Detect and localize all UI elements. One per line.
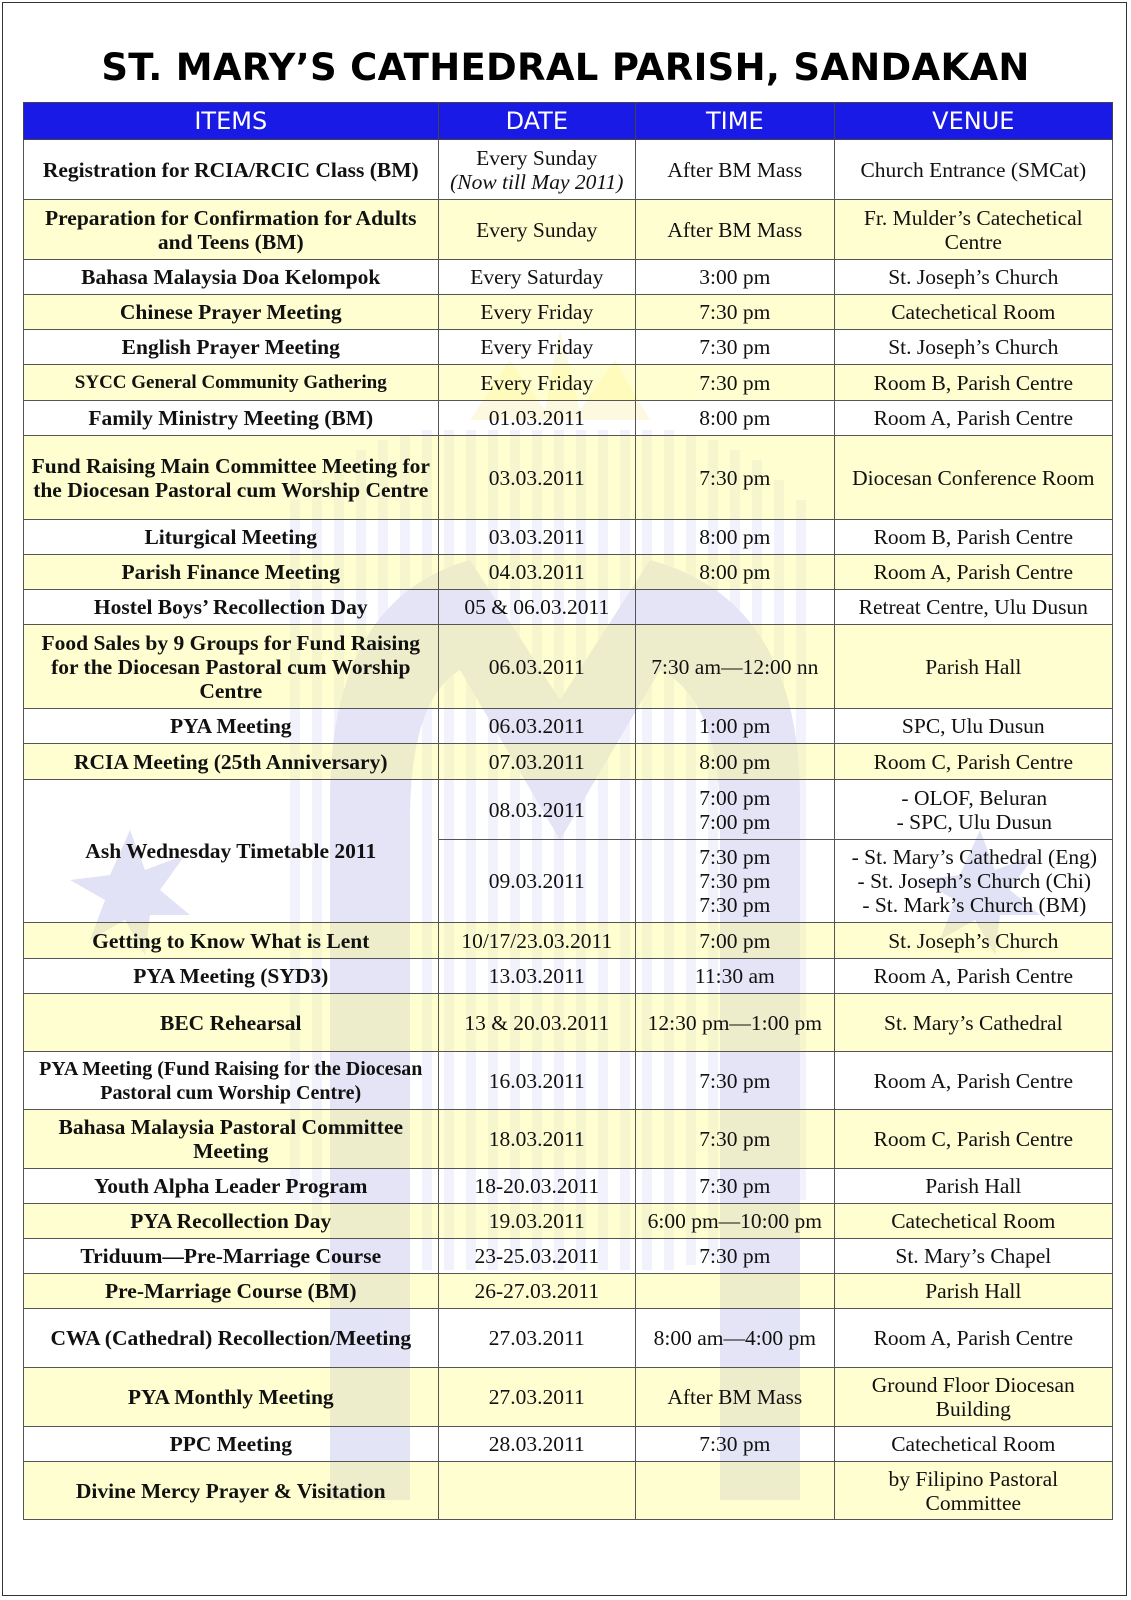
item-cell: Bahasa Malaysia Pastoral Committee Meeting [24,1110,439,1169]
venue-cell: Fr. Mulder’s Catechetical Centre [834,200,1112,260]
table-row [24,709,1113,744]
time-cell [636,1462,835,1520]
table-row [24,1052,1113,1110]
table-row [24,520,1113,555]
time-cell: 8:00 am—4:00 pm [636,1309,835,1368]
venue-cell: Room A, Parish Centre [834,1309,1112,1368]
venue-cell: St. Joseph’s Church [834,260,1112,295]
item-cell: Food Sales by 9 Groups for Fund Raising for the Diocesan Pastoral cum Worship Centre [24,625,439,709]
table-row [24,401,1113,436]
venue-cell: Room A, Parish Centre [834,401,1112,436]
time-text: 7:30 pm [699,893,771,917]
table-row [24,436,1113,520]
date-cell: Every Sunday [438,200,636,260]
venue-cell: Room A, Parish Centre [834,555,1112,590]
item-cell: Hostel Boys’ Recollection Day [24,590,439,625]
item-cell: Triduum—Pre-Marriage Course [24,1239,439,1274]
item-cell: PYA Meeting [24,709,439,744]
venue-cell: St. Joseph’s Church [834,923,1112,959]
time-cell: 7:30 pm [636,1169,835,1204]
item-cell: PYA Monthly Meeting [24,1368,439,1427]
time-cell: 11:30 am [636,959,835,994]
item-cell: English Prayer Meeting [24,330,439,365]
venue-text: - St. Mark’s Church (BM) [862,893,1087,917]
table-row [24,140,1113,200]
venue-cell: Retreat Centre, Ulu Dusun [834,590,1112,625]
date-cell: 13 & 20.03.2011 [438,994,636,1052]
time-cell: 8:00 pm [636,520,835,555]
venue-cell: St. Joseph’s Church [834,330,1112,365]
item-cell: Preparation for Confirmation for Adults and Teens (BM) [24,200,439,260]
date-cell [438,140,636,200]
time-cell: 7:30 pm [636,436,835,520]
venue-cell: Catechetical Room [834,1204,1112,1239]
item-cell: Youth Alpha Leader Program [24,1169,439,1204]
table-row [24,994,1113,1052]
time-cell: 3:00 pm [636,260,835,295]
date-cell: 23-25.03.2011 [438,1239,636,1274]
venue-cell: Ground Floor Diocesan Building [834,1368,1112,1427]
venue-cell: Room A, Parish Centre [834,1052,1112,1110]
venue-cell: Parish Hall [834,1274,1112,1309]
item-cell: Bahasa Malaysia Doa Kelompok [24,260,439,295]
table-row [24,200,1113,260]
date-cell: 06.03.2011 [438,625,636,709]
venue-cell: SPC, Ulu Dusun [834,709,1112,744]
date-cell: 06.03.2011 [438,709,636,744]
time-cell: 7:30 pm [636,1110,835,1169]
time-text: 7:30 pm [699,869,771,893]
time-cell: 1:00 pm [636,709,835,744]
venue-cell: Parish Hall [834,1169,1112,1204]
table-row [24,1169,1113,1204]
table-row [24,260,1113,295]
date-cell: 01.03.2011 [438,401,636,436]
venue-cell: St. Mary’s Chapel [834,1239,1112,1274]
time-cell [636,780,835,840]
time-cell: 7:30 pm [636,330,835,365]
item-cell: PYA Meeting (Fund Raising for the Diocesan Pastoral cum Worship Centre) [24,1052,439,1110]
item-cell: Chinese Prayer Meeting [24,295,439,330]
date-cell: 28.03.2011 [438,1427,636,1462]
date-cell: Every Saturday [438,260,636,295]
venue-cell: Parish Hall [834,625,1112,709]
venue-text: - St. Mary’s Cathedral (Eng) [851,845,1097,869]
venue-text: - OLOF, Beluran [901,785,1048,810]
header-date: DATE [438,103,636,140]
item-cell: Getting to Know What is Lent [24,923,439,959]
item-cell: Fund Raising Main Committee Meeting for the Diocesan Pastoral cum Worship Centre [24,436,439,520]
date-cell: 04.03.2011 [438,555,636,590]
header-items: ITEMS [24,103,439,140]
table-row [24,923,1113,959]
header-venue: VENUE [834,103,1112,140]
time-text: 7:30 pm [699,845,771,869]
item-cell: RCIA Meeting (25th Anniversary) [24,744,439,780]
venue-cell: by Filipino Pastoral Committee [834,1462,1112,1520]
date-cell: 27.03.2011 [438,1368,636,1427]
time-cell [636,1274,835,1309]
venue-cell: St. Mary’s Cathedral [834,994,1112,1052]
page-title: ST. MARY’S CATHEDRAL PARISH, SANDAKAN [101,46,1030,89]
table-row [24,590,1113,625]
venue-cell: Room B, Parish Centre [834,520,1112,555]
table-row [24,1110,1113,1169]
ash-wednesday-row-1 [24,780,1113,840]
time-cell: 6:00 pm—10:00 pm [636,1204,835,1239]
item-cell: Parish Finance Meeting [24,555,439,590]
date-cell: 09.03.2011 [438,840,636,923]
item-cell: PPC Meeting [24,1427,439,1462]
item-cell: BEC Rehearsal [24,994,439,1052]
table-row [24,1427,1113,1462]
venue-cell [834,840,1112,923]
time-cell: 8:00 pm [636,744,835,780]
time-cell: 7:30 pm [636,295,835,330]
table-row [24,555,1113,590]
table-row [24,959,1113,994]
item-cell: CWA (Cathedral) Recollection/Meeting [24,1309,439,1368]
date-cell: 26-27.03.2011 [438,1274,636,1309]
table-row [24,744,1113,780]
date-cell: 19.03.2011 [438,1204,636,1239]
item-cell: Divine Mercy Prayer & Visitation [24,1462,439,1520]
time-cell: 7:30 pm [636,365,835,401]
date-cell: Every Friday [438,295,636,330]
table-row [24,1239,1113,1274]
venue-cell: Catechetical Room [834,1427,1112,1462]
date-note: (Now till May 2011) [450,169,624,194]
date-cell: 16.03.2011 [438,1052,636,1110]
table-row [24,1274,1113,1309]
table-row [24,1462,1113,1520]
time-text: 7:00 pm [699,785,771,810]
venue-cell: Room A, Parish Centre [834,959,1112,994]
time-cell: 8:00 pm [636,555,835,590]
time-cell [636,590,835,625]
item-cell: Pre-Marriage Course (BM) [24,1274,439,1309]
date-cell: Every Friday [438,330,636,365]
date-cell: 13.03.2011 [438,959,636,994]
venue-text: - SPC, Ulu Dusun [896,809,1052,834]
item-cell: PYA Recollection Day [24,1204,439,1239]
time-cell: 7:30 pm [636,1427,835,1462]
time-cell: 7:00 pm [636,923,835,959]
date-cell: 27.03.2011 [438,1309,636,1368]
time-cell: 7:30 am—12:00 nn [636,625,835,709]
venue-cell: Diocesan Conference Room [834,436,1112,520]
date-cell [438,1462,636,1520]
item-cell: Registration for RCIA/RCIC Class (BM) [24,140,439,200]
date-cell: 18.03.2011 [438,1110,636,1169]
time-cell: After BM Mass [636,140,835,200]
time-cell: 8:00 pm [636,401,835,436]
date-cell: 07.03.2011 [438,744,636,780]
item-cell: Liturgical Meeting [24,520,439,555]
date-cell: 10/17/23.03.2011 [438,923,636,959]
item-cell: Ash Wednesday Timetable 2011 [24,780,439,923]
venue-cell: Room C, Parish Centre [834,744,1112,780]
time-cell: After BM Mass [636,1368,835,1427]
table-row [24,365,1113,401]
time-cell [636,840,835,923]
header-time: TIME [636,103,835,140]
table-row [24,1309,1113,1368]
time-cell: After BM Mass [636,200,835,260]
date-cell: 05 & 06.03.2011 [438,590,636,625]
item-cell: SYCC General Community Gathering [24,365,439,401]
venue-cell: Catechetical Room [834,295,1112,330]
table-row [24,330,1113,365]
date-cell: 18-20.03.2011 [438,1169,636,1204]
venue-cell [834,780,1112,840]
date-cell: 03.03.2011 [438,436,636,520]
date-cell: Every Friday [438,365,636,401]
header-row [24,103,1113,140]
time-cell: 7:30 pm [636,1052,835,1110]
time-cell: 7:30 pm [636,1239,835,1274]
table-row [24,295,1113,330]
venue-cell: Room B, Parish Centre [834,365,1112,401]
item-cell: Family Ministry Meeting (BM) [24,401,439,436]
date-text: Every Sunday [476,145,598,170]
table-row [24,1368,1113,1427]
time-text: 7:00 pm [699,809,771,834]
date-cell: 03.03.2011 [438,520,636,555]
venue-text: - St. Joseph’s Church (Chi) [857,869,1092,893]
venue-cell: Church Entrance (SMCat) [834,140,1112,200]
time-cell: 12:30 pm—1:00 pm [636,994,835,1052]
item-cell: PYA Meeting (SYD3) [24,959,439,994]
venue-cell: Room C, Parish Centre [834,1110,1112,1169]
table-row [24,1204,1113,1239]
date-cell: 08.03.2011 [438,780,636,840]
schedule-table [23,102,1113,1520]
table-row [24,625,1113,709]
